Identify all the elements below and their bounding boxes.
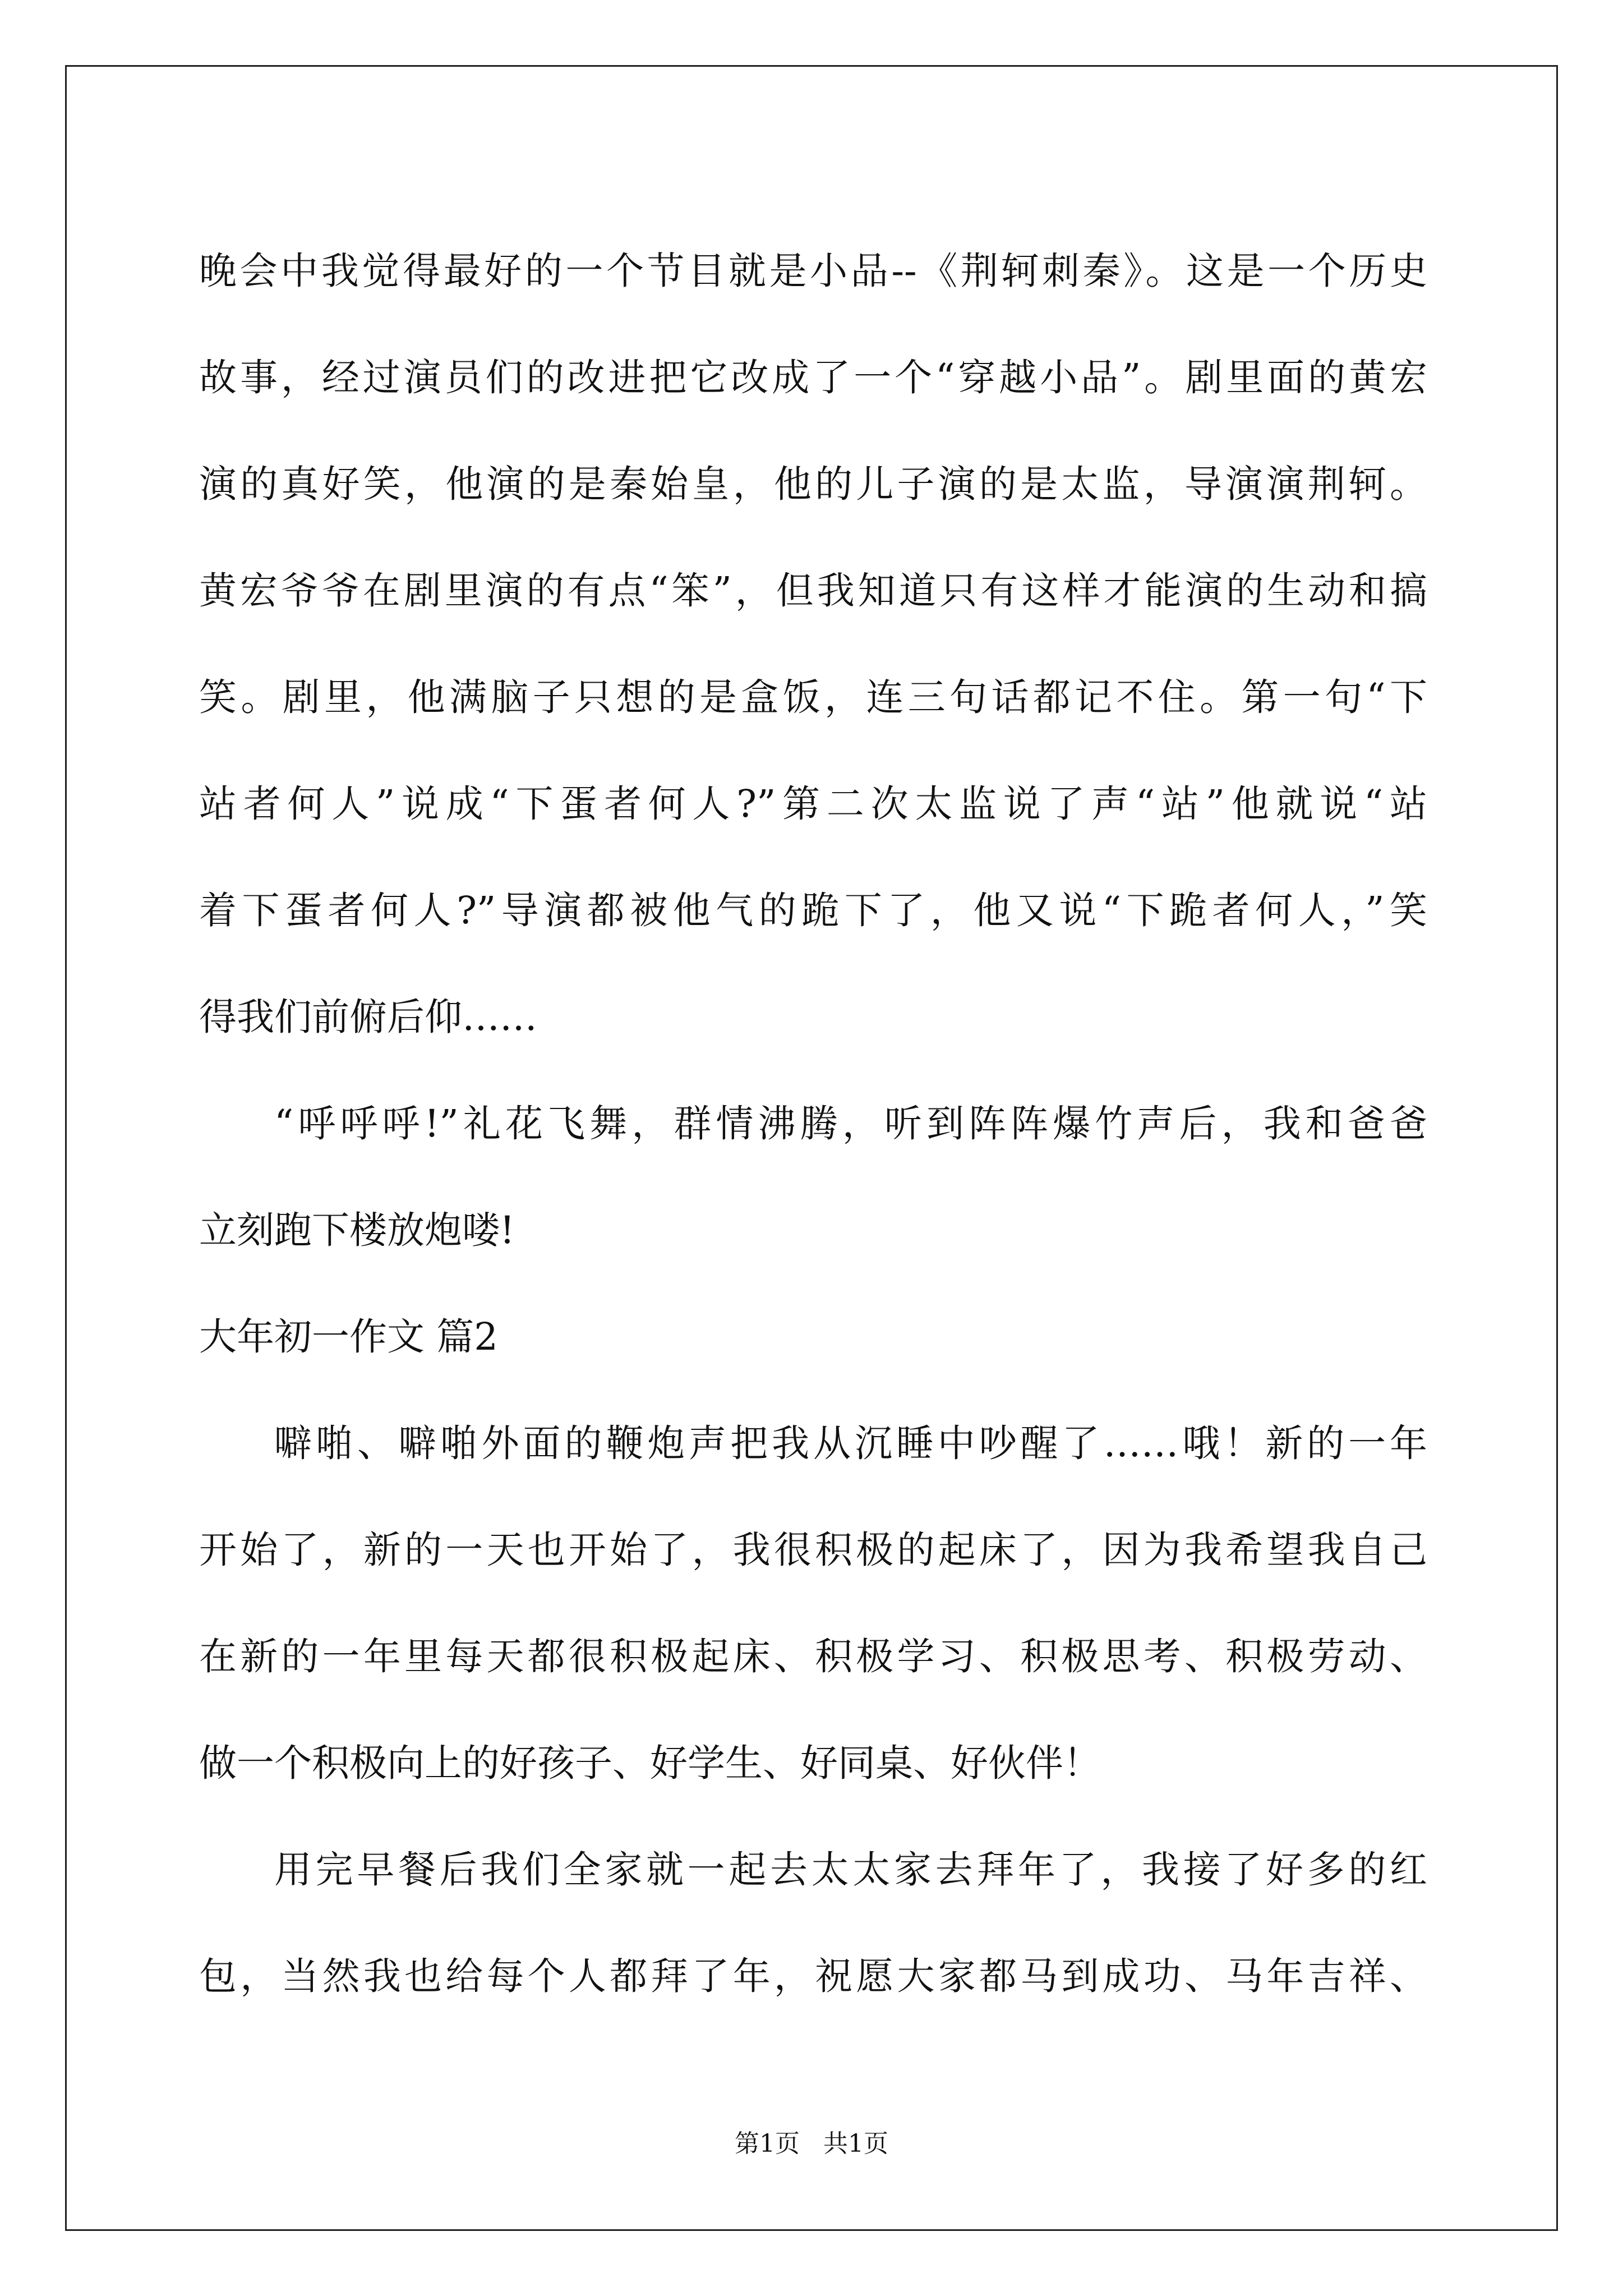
text-line: “呼呼呼!”礼花飞舞，群情沸腾，听到阵阵爆竹声后，我和爸爸 <box>274 1102 1427 1145</box>
page-footer <box>0 2123 1623 2159</box>
text-line: 得我们前俯后仰…… <box>199 995 537 1039</box>
text-line: 开始了，新的一天也开始了，我很积极的起床了，因为我希望我自己 <box>199 1528 1427 1572</box>
paragraph <box>199 1816 1427 2030</box>
text-line: 用完早餐后我们全家就一起去太太家去拜年了，我接了好多的红 <box>274 1848 1427 1892</box>
text-line: 包，当然我也给每个人都拜了年，祝愿大家都马到成功、马年吉祥、 <box>199 1954 1427 1998</box>
text-line: 晚会中我觉得最好的一个节目就是小品--《荆轲刺秦》。这是一个历史 <box>199 249 1427 293</box>
text-line: 着下蛋者何人?”导演都被他气的跪下了，他又说“下跪者何人，”笑 <box>199 889 1427 932</box>
document-body <box>199 218 1427 2030</box>
paragraph <box>199 1070 1427 1283</box>
text-line: 站者何人”说成“下蛋者何人?”第二次太监说了声“站”他就说“站 <box>199 782 1427 826</box>
paragraph <box>199 1390 1427 1816</box>
section-heading: 大年初一作文 篇2 <box>199 1315 498 1359</box>
text-line: 黄宏爷爷在剧里演的有点“笨”，但我知道只有这样才能演的生动和搞 <box>199 569 1427 613</box>
paragraph <box>199 218 1427 1070</box>
text-line: 故事，经过演员们的改进把它改成了一个“穿越小品”。剧里面的黄宏 <box>199 356 1427 399</box>
text-line: 噼啪、噼啪外面的鞭炮声把我从沉睡中吵醒了……哦！新的一年 <box>274 1421 1427 1465</box>
text-line: 在新的一年里每天都很积极起床、积极学习、积极思考、积极劳动、 <box>199 1635 1427 1678</box>
text-line: 笑。剧里，他满脑子只想的是盒饭，连三句话都记不住。第一句“下 <box>199 675 1427 719</box>
page-number: 第1页 <box>735 2129 800 2158</box>
text-line: 立刻跑下楼放炮喽! <box>199 1208 515 1252</box>
text-line: 做一个积极向上的好孩子、好学生、好同桌、好伙伴！ <box>199 1741 1101 1785</box>
page-total: 共1页 <box>823 2129 888 2158</box>
text-line: 演的真好笑，他演的是秦始皇，他的儿子演的是太监，导演演荆轲。 <box>199 462 1427 506</box>
